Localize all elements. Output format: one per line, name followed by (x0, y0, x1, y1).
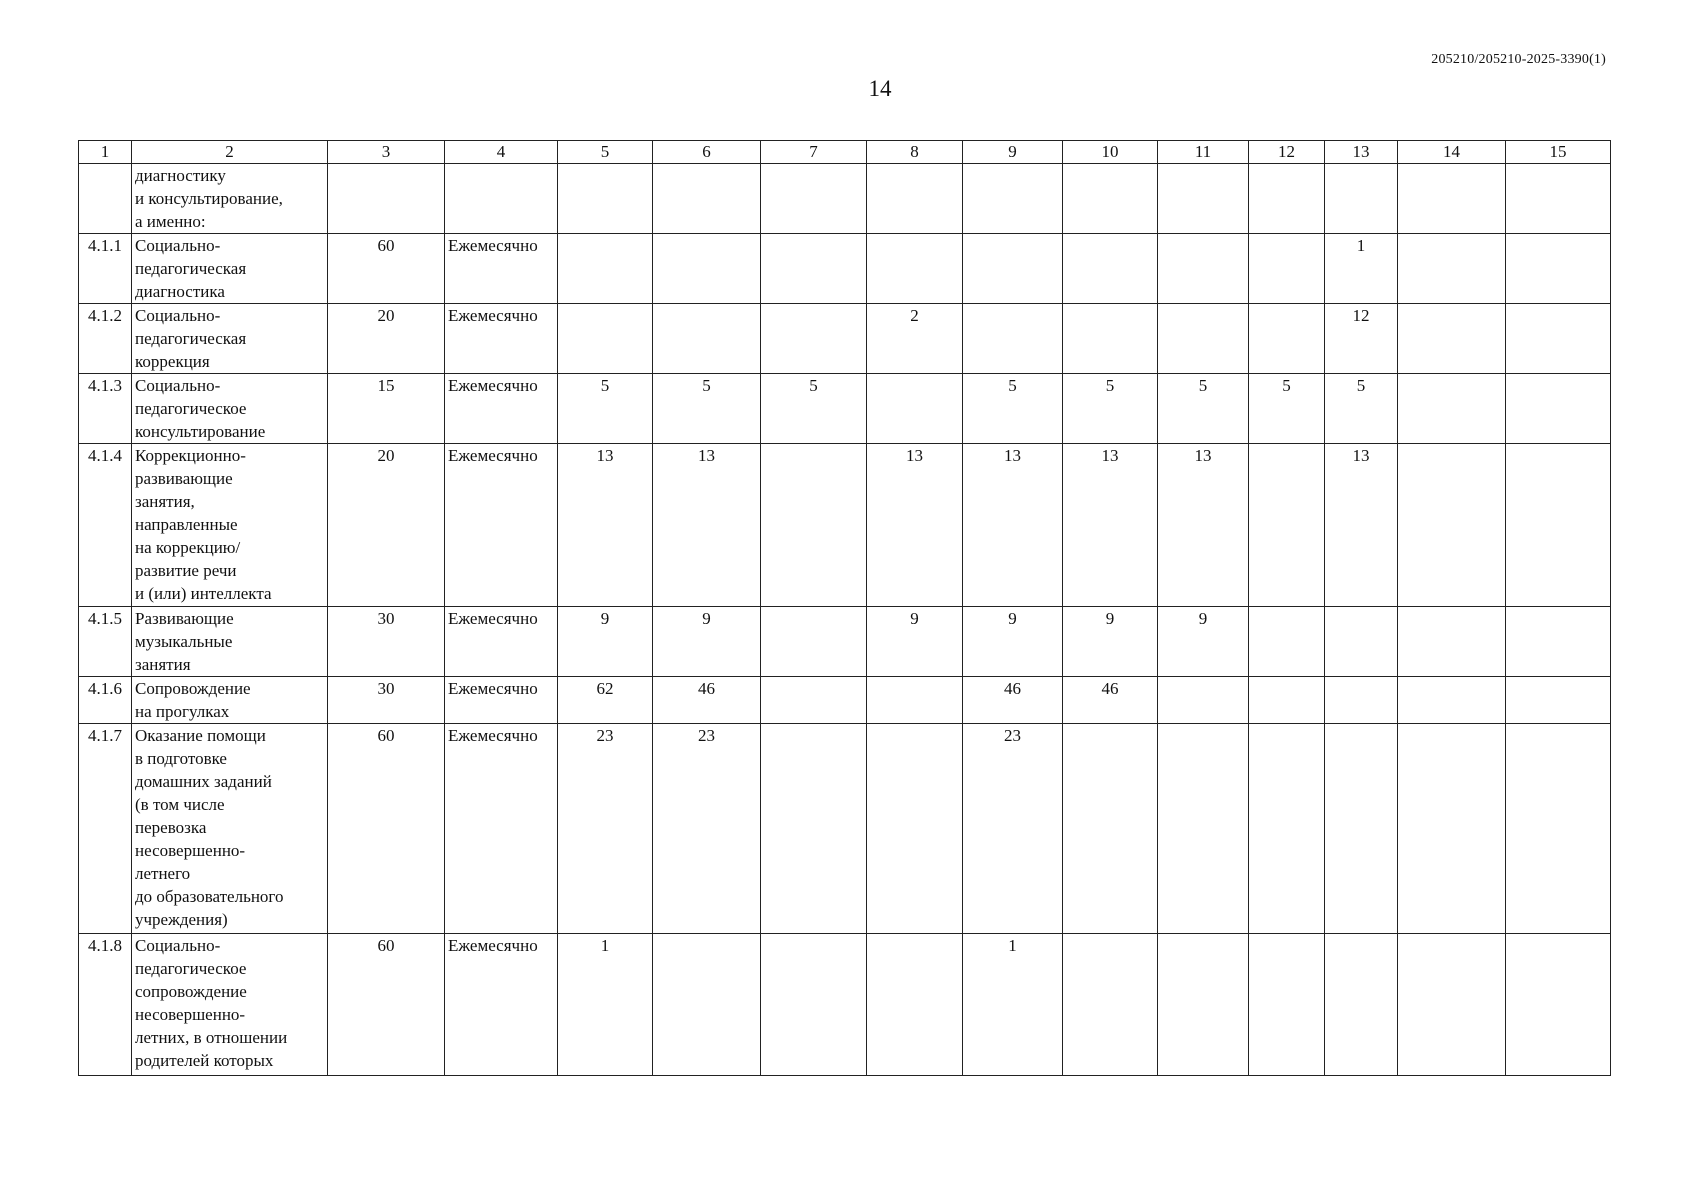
value-cell-col-10 (1063, 934, 1158, 1076)
page-number: 14 (868, 76, 892, 101)
value-cell-col-13: 5 (1325, 374, 1398, 444)
value-cell-col-5 (558, 234, 653, 304)
table-row (79, 444, 1611, 607)
table-row (79, 374, 1611, 444)
service-name-cell: Сопровождение на прогулках (132, 677, 328, 724)
value-cell-col-14 (1398, 234, 1506, 304)
service-name-cell: Социально- педагогическая коррекция (132, 304, 328, 374)
value-cell-col-7 (761, 444, 867, 607)
value-cell-col-13 (1325, 724, 1398, 934)
value-cell-col-15 (1506, 724, 1611, 934)
service-name-cell: Оказание помощи в подготовке домашних заданий (в том числе перевозка несовершенно- летнего до образовательного учреждения) (132, 724, 328, 934)
value-cell-col-12: 5 (1249, 374, 1325, 444)
value-cell-col-12 (1249, 677, 1325, 724)
value-cell-col-14 (1398, 374, 1506, 444)
value-cell-col-14 (1398, 304, 1506, 374)
value-cell-col-14 (1398, 677, 1506, 724)
value-cell-col-11: 5 (1158, 374, 1249, 444)
column-3-cell: 15 (328, 374, 445, 444)
value-cell-col-12 (1249, 607, 1325, 677)
row-code-cell: 4.1.5 (79, 607, 132, 677)
value-cell-col-14 (1398, 934, 1506, 1076)
value-cell-col-5: 13 (558, 444, 653, 607)
frequency-cell: Ежемесячно (445, 374, 558, 444)
value-cell-col-7 (761, 304, 867, 374)
column-header-15: 15 (1506, 141, 1611, 164)
value-cell-col-8 (867, 164, 963, 234)
frequency-cell: Ежемесячно (445, 304, 558, 374)
value-cell-col-7 (761, 164, 867, 234)
service-name-cell: Социально- педагогическое консультирование (132, 374, 328, 444)
row-code-cell: 4.1.1 (79, 234, 132, 304)
column-3-cell: 20 (328, 304, 445, 374)
column-3-cell: 30 (328, 607, 445, 677)
frequency-cell: Ежемесячно (445, 934, 558, 1076)
value-cell-col-15 (1506, 444, 1611, 607)
value-cell-col-5: 9 (558, 607, 653, 677)
value-cell-col-15 (1506, 374, 1611, 444)
value-cell-col-7 (761, 607, 867, 677)
value-cell-col-7 (761, 677, 867, 724)
value-cell-col-10 (1063, 164, 1158, 234)
value-cell-col-5: 1 (558, 934, 653, 1076)
value-cell-col-8: 13 (867, 444, 963, 607)
value-cell-col-13: 12 (1325, 304, 1398, 374)
column-3-cell: 60 (328, 724, 445, 934)
service-name-cell: диагностику и консультирование, а именно: (132, 164, 328, 234)
value-cell-col-8: 9 (867, 607, 963, 677)
column-header-4: 4 (445, 141, 558, 164)
value-cell-col-5 (558, 304, 653, 374)
value-cell-col-9: 23 (963, 724, 1063, 934)
value-cell-col-10 (1063, 304, 1158, 374)
value-cell-col-15 (1506, 164, 1611, 234)
service-name-cell: Социально- педагогическое сопровождение несовершенно- летних, в отношении родителей которых (132, 934, 328, 1076)
value-cell-col-14 (1398, 164, 1506, 234)
value-cell-col-8 (867, 724, 963, 934)
value-cell-col-6: 5 (653, 374, 761, 444)
value-cell-col-6: 46 (653, 677, 761, 724)
value-cell-col-9: 9 (963, 607, 1063, 677)
row-code-cell: 4.1.7 (79, 724, 132, 934)
table-body (79, 164, 1611, 1076)
column-header-8: 8 (867, 141, 963, 164)
value-cell-col-8: 2 (867, 304, 963, 374)
column-header-12: 12 (1249, 141, 1325, 164)
value-cell-col-14 (1398, 444, 1506, 607)
value-cell-col-14 (1398, 724, 1506, 934)
value-cell-col-7: 5 (761, 374, 867, 444)
value-cell-col-10: 13 (1063, 444, 1158, 607)
value-cell-col-9: 5 (963, 374, 1063, 444)
value-cell-col-7 (761, 724, 867, 934)
value-cell-col-5: 5 (558, 374, 653, 444)
value-cell-col-8 (867, 677, 963, 724)
table-row (79, 724, 1611, 934)
value-cell-col-15 (1506, 677, 1611, 724)
table-row (79, 304, 1611, 374)
frequency-cell: Ежемесячно (445, 677, 558, 724)
column-3-cell: 20 (328, 444, 445, 607)
value-cell-col-10 (1063, 724, 1158, 934)
frequency-cell: Ежемесячно (445, 607, 558, 677)
value-cell-col-15 (1506, 607, 1611, 677)
value-cell-col-5 (558, 164, 653, 234)
value-cell-col-12 (1249, 304, 1325, 374)
value-cell-col-8 (867, 374, 963, 444)
value-cell-col-15 (1506, 304, 1611, 374)
value-cell-col-12 (1249, 164, 1325, 234)
frequency-cell: Ежемесячно (445, 444, 558, 607)
service-name-cell: Социально- педагогическая диагностика (132, 234, 328, 304)
value-cell-col-10: 46 (1063, 677, 1158, 724)
value-cell-col-7 (761, 234, 867, 304)
value-cell-col-13: 1 (1325, 234, 1398, 304)
row-code-cell: 4.1.8 (79, 934, 132, 1076)
value-cell-col-10 (1063, 234, 1158, 304)
frequency-cell: Ежемесячно (445, 724, 558, 934)
column-3-cell: 60 (328, 234, 445, 304)
column-header-3: 3 (328, 141, 445, 164)
value-cell-col-5: 23 (558, 724, 653, 934)
value-cell-col-8 (867, 934, 963, 1076)
table-row (79, 677, 1611, 724)
value-cell-col-6 (653, 234, 761, 304)
column-header-11: 11 (1158, 141, 1249, 164)
service-name-cell: Развивающие музыкальные занятия (132, 607, 328, 677)
value-cell-col-11: 9 (1158, 607, 1249, 677)
value-cell-col-11 (1158, 724, 1249, 934)
value-cell-col-9 (963, 234, 1063, 304)
value-cell-col-13 (1325, 677, 1398, 724)
frequency-cell (445, 164, 558, 234)
column-3-cell: 30 (328, 677, 445, 724)
value-cell-col-13: 13 (1325, 444, 1398, 607)
value-cell-col-15 (1506, 234, 1611, 304)
value-cell-col-9: 46 (963, 677, 1063, 724)
column-header-5: 5 (558, 141, 653, 164)
column-header-7: 7 (761, 141, 867, 164)
value-cell-col-8 (867, 234, 963, 304)
document-id: 205210/205210-2025-3390(1) (1431, 52, 1606, 67)
column-header-6: 6 (653, 141, 761, 164)
value-cell-col-9: 1 (963, 934, 1063, 1076)
service-name-cell: Коррекционно- развивающие занятия, направленные на коррекцию/ развитие речи и (или) интеллекта (132, 444, 328, 607)
value-cell-col-5: 62 (558, 677, 653, 724)
column-header-1: 1 (79, 141, 132, 164)
value-cell-col-13 (1325, 607, 1398, 677)
table-header (79, 141, 1611, 164)
value-cell-col-6 (653, 164, 761, 234)
row-code-cell (79, 164, 132, 234)
table-row (79, 164, 1611, 234)
value-cell-col-10: 9 (1063, 607, 1158, 677)
value-cell-col-12 (1249, 234, 1325, 304)
value-cell-col-11 (1158, 234, 1249, 304)
table-row (79, 607, 1611, 677)
value-cell-col-9 (963, 164, 1063, 234)
value-cell-col-13 (1325, 934, 1398, 1076)
value-cell-col-11 (1158, 164, 1249, 234)
column-header-2: 2 (132, 141, 328, 164)
value-cell-col-11: 13 (1158, 444, 1249, 607)
column-3-cell: 60 (328, 934, 445, 1076)
column-header-14: 14 (1398, 141, 1506, 164)
value-cell-col-14 (1398, 607, 1506, 677)
table-row (79, 234, 1611, 304)
table-row (79, 934, 1611, 1076)
row-code-cell: 4.1.4 (79, 444, 132, 607)
row-code-cell: 4.1.2 (79, 304, 132, 374)
value-cell-col-13 (1325, 164, 1398, 234)
value-cell-col-6: 13 (653, 444, 761, 607)
column-3-cell (328, 164, 445, 234)
value-cell-col-12 (1249, 724, 1325, 934)
row-code-cell: 4.1.6 (79, 677, 132, 724)
value-cell-col-7 (761, 934, 867, 1076)
value-cell-col-6 (653, 304, 761, 374)
value-cell-col-6 (653, 934, 761, 1076)
column-header-10: 10 (1063, 141, 1158, 164)
value-cell-col-6: 9 (653, 607, 761, 677)
value-cell-col-6: 23 (653, 724, 761, 934)
value-cell-col-11 (1158, 677, 1249, 724)
value-cell-col-12 (1249, 934, 1325, 1076)
value-cell-col-11 (1158, 934, 1249, 1076)
value-cell-col-9: 13 (963, 444, 1063, 607)
value-cell-col-15 (1506, 934, 1611, 1076)
services-table (78, 140, 1611, 1076)
header-row (79, 141, 1611, 164)
value-cell-col-11 (1158, 304, 1249, 374)
row-code-cell: 4.1.3 (79, 374, 132, 444)
frequency-cell: Ежемесячно (445, 234, 558, 304)
value-cell-col-9 (963, 304, 1063, 374)
column-header-13: 13 (1325, 141, 1398, 164)
column-header-9: 9 (963, 141, 1063, 164)
value-cell-col-12 (1249, 444, 1325, 607)
value-cell-col-10: 5 (1063, 374, 1158, 444)
